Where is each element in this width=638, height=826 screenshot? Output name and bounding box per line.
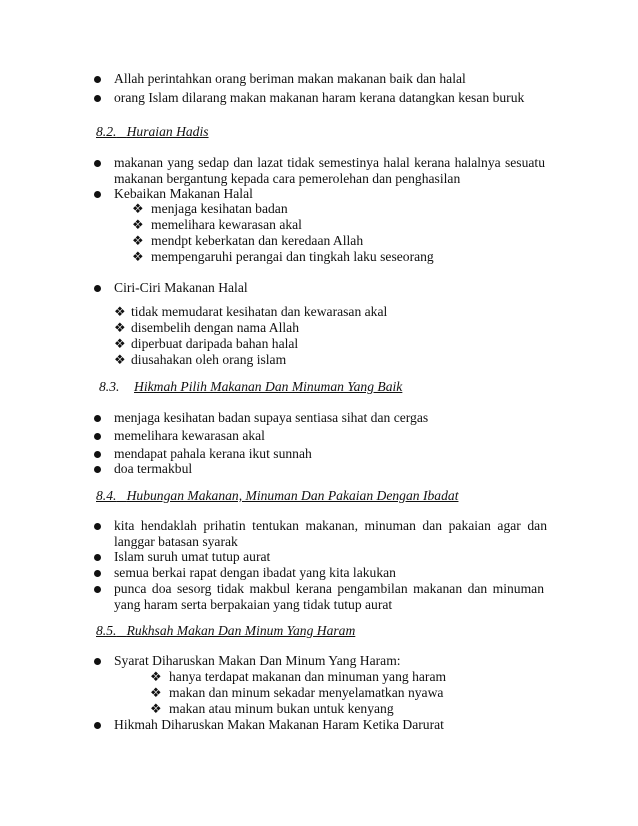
bullet-icon (94, 415, 101, 422)
bullet-icon (94, 586, 101, 593)
benefit-item: menjaga kesihatan badan (151, 201, 288, 216)
section-8-5-heading: 8.5. Rukhsah Makan Dan Minum Yang Haram (96, 623, 356, 638)
characteristic-item: tidak memudarat kesihatan dan kewarasan akal (131, 304, 388, 319)
top-bullet-1: Allah perintahkan orang beriman makan makanan baik dan halal (114, 71, 466, 86)
s84-bullet-1-line-1: kita hendaklah prihatin tentukan makanan, minuman dan pakaian agar dan (114, 518, 547, 533)
bullet-icon (94, 554, 101, 561)
s83-bullet: memelihara kewarasan akal (114, 428, 265, 443)
section-8-2-heading: 8.2. Huraian Hadis (96, 124, 209, 139)
bullet-icon (94, 466, 101, 473)
s82-bullet-1-line-2: makanan bergantung kepada cara pemerolehan dan penghasilan (114, 171, 461, 186)
bullet-icon (94, 523, 101, 530)
s85-bullet-2: Hikmah Diharuskan Makan Makanan Haram Ketika Darurat (114, 717, 444, 732)
section-8-4-heading: 8.4. Hubungan Makanan, Minuman Dan Pakaian Dengan Ibadat (96, 488, 459, 503)
diamond-flower-bullet-icon: ❖ (132, 249, 144, 264)
diamond-flower-bullet-icon: ❖ (132, 201, 144, 216)
benefit-item: memelihara kewarasan akal (151, 217, 302, 232)
bullet-icon (94, 451, 101, 458)
diamond-flower-bullet-icon: ❖ (114, 352, 126, 367)
s82-bullet-1-line-1: makanan yang sedap dan lazat tidak semestinya halal kerana halalnya sesuatu (114, 155, 545, 170)
diamond-flower-bullet-icon: ❖ (114, 320, 126, 335)
diamond-flower-bullet-icon: ❖ (150, 669, 162, 684)
benefit-item: mendpt keberkatan dan keredaan Allah (151, 233, 364, 248)
diamond-flower-bullet-icon: ❖ (150, 685, 162, 700)
bullet-icon (94, 658, 101, 665)
condition-item: makan atau minum bukan untuk kenyang (169, 701, 394, 716)
s85-bullet-1: Syarat Diharuskan Makan Dan Minum Yang Haram: (114, 653, 401, 668)
bullet-icon (94, 722, 101, 729)
s84-bullet-4-line-2: yang haram serta berpakaian yang tidak tutup aurat (114, 597, 393, 612)
condition-item: hanya terdapat makanan dan minuman yang haram (169, 669, 447, 684)
s83-bullet: menjaga kesihatan badan supaya sentiasa sihat dan cergas (114, 410, 429, 425)
diamond-flower-bullet-icon: ❖ (150, 701, 162, 716)
s82-bullet-3: Ciri-Ciri Makanan Halal (114, 280, 248, 295)
top-bullet-2: orang Islam dilarang makan makanan haram kerana datangkan kesan buruk (114, 90, 525, 105)
bullet-icon (94, 95, 101, 102)
s82-bullet-2: Kebaikan Makanan Halal (114, 186, 253, 201)
bullet-icon (94, 191, 101, 198)
characteristic-item: disembelih dengan nama Allah (131, 320, 299, 335)
bullet-icon (94, 433, 101, 440)
bullet-icon (94, 570, 101, 577)
condition-item: makan dan minum sekadar menyelamatkan nyawa (169, 685, 444, 700)
bullet-icon (94, 160, 101, 167)
s84-bullet-2: Islam suruh umat tutup aurat (114, 549, 271, 564)
s84-bullet-4-line-1: punca doa sesorg tidak makbul kerana pengambilan makanan dan minuman (114, 581, 544, 596)
section-8-3-number: 8.3. (99, 379, 120, 394)
characteristic-item: diusahakan oleh orang islam (131, 352, 287, 367)
diamond-flower-bullet-icon: ❖ (132, 233, 144, 248)
section-8-3-heading: Hikmah Pilih Makanan Dan Minuman Yang Baik (134, 379, 403, 394)
s83-bullet: doa termakbul (114, 461, 193, 476)
s84-bullet-1-line-2: langgar batasan syarak (114, 534, 238, 549)
s84-bullet-3: semua berkai rapat dengan ibadat yang kita lakukan (114, 565, 396, 580)
s83-bullet: mendapat pahala kerana ikut sunnah (114, 446, 312, 461)
bullet-icon (94, 285, 101, 292)
diamond-flower-bullet-icon: ❖ (114, 336, 126, 351)
bullet-icon (94, 76, 101, 83)
diamond-flower-bullet-icon: ❖ (132, 217, 144, 232)
benefit-item: mempengaruhi perangai dan tingkah laku seseorang (151, 249, 434, 264)
characteristic-item: diperbuat daripada bahan halal (131, 336, 299, 351)
diamond-flower-bullet-icon: ❖ (114, 304, 126, 319)
